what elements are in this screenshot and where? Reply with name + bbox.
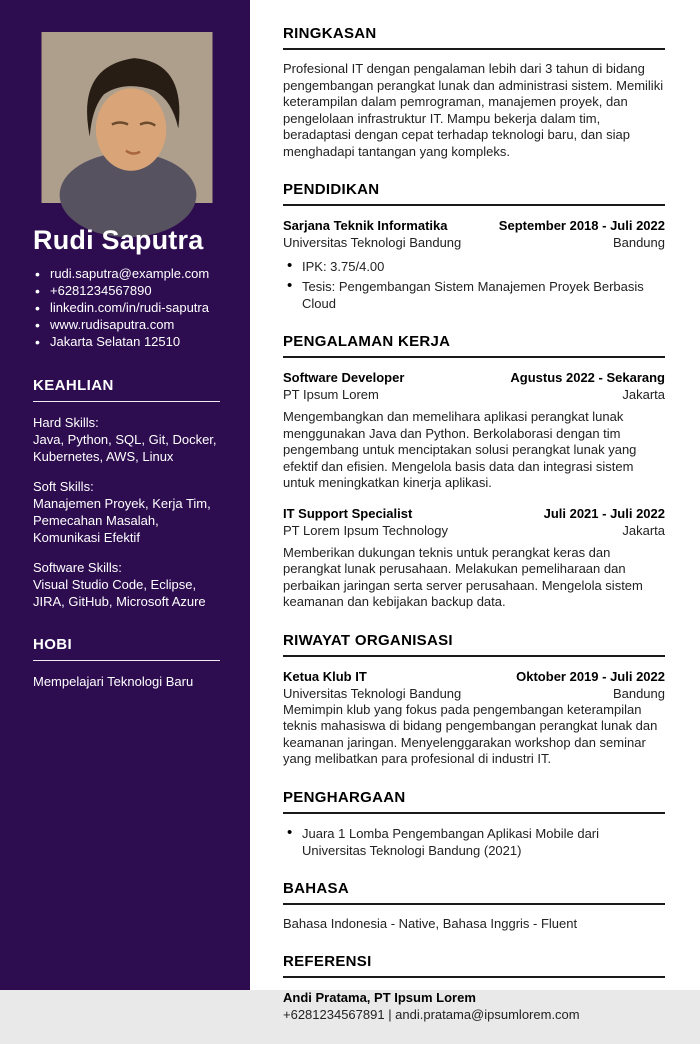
- education-gpa: • IPK: 3.75/4.00: [283, 258, 665, 275]
- org-sub-row: [283, 685, 665, 702]
- job1-company: PT Ipsum Lorem: [283, 387, 379, 402]
- job-entry-1: [283, 369, 665, 492]
- org-role: Ketua Klub IT: [283, 668, 367, 684]
- contact-list: [33, 266, 220, 351]
- contact-linkedin: • linkedin.com/in/rudi-saputra: [33, 300, 220, 317]
- job1-role: Software Developer: [283, 370, 405, 385]
- languages-heading: BAHASA: [283, 880, 665, 905]
- hard-skills-text: Java, Python, SQL, Git, Docker, Kubernetes, AWS, Linux: [33, 431, 217, 464]
- experience-heading: PENGALAMAN KERJA: [283, 333, 665, 358]
- education-title-row: [283, 217, 665, 234]
- summary-text: Profesional IT dengan pengalaman lebih dari 3 tahun di bidang pengembangan perangkat lunak dan administrasi sistem. Memiliki keterampilan dalam pemrograman, manajemen proyek, dan pengelolaan infrastruktur IT. Mampu bekerja dalam tim, beradaptasi dengan cepat terhadap teknologi baru, dan siap menghadapi tantangan yang kompleks.: [283, 61, 664, 159]
- summary-section: [283, 25, 665, 160]
- education-sub-row: [283, 234, 665, 251]
- job2-location: Jakarta: [622, 522, 665, 538]
- education-section: [283, 181, 665, 312]
- software-skills-group: [33, 559, 220, 610]
- hard-skills-group: [33, 414, 220, 465]
- education-bullets: [283, 258, 665, 312]
- reference-name: Andi Pratama, PT Ipsum Lorem: [283, 990, 476, 1005]
- job2-role: IT Support Specialist: [283, 505, 413, 521]
- person-name: Rudi Saputra: [33, 225, 204, 255]
- job2-dates: Juli 2021 - Juli 2022: [543, 505, 665, 521]
- references-section: [283, 953, 665, 1023]
- job1-title-row: [283, 369, 665, 386]
- soft-skills-group: [33, 478, 220, 546]
- contact-phone: • +6281234567890: [33, 283, 220, 300]
- hobby-section: [33, 636, 220, 690]
- job1-sub-row: [283, 386, 665, 403]
- org-location: Bandung: [612, 685, 665, 701]
- contact-website: • www.rudisaputra.com: [33, 317, 220, 334]
- organization-heading: RIWAYAT ORGANISASI: [283, 632, 665, 657]
- job1-description: Mengembangkan dan memelihara aplikasi perangkat lunak menggunakan Java dan Python. Berkolaborasi dengan tim pengembang untuk menciptakan solusi perangkat lunak yang efektif dan efisien. Mengelola basis data dan integrasi sistem untuk meningkatkan kinerja aplikasi.: [283, 409, 637, 490]
- soft-skills-text: Manajemen Proyek, Kerja Tim, Pemecahan Masalah, Komunikasi Efektif: [33, 495, 211, 545]
- education-thesis: • Tesis: Pengembangan Sistem Manajemen Proyek Berbasis Cloud: [283, 278, 665, 312]
- education-school: Universitas Teknologi Bandung: [283, 235, 462, 250]
- job-entry-2: [283, 505, 665, 611]
- awards-heading: PENGHARGAAN: [283, 789, 665, 814]
- contact-address: • Jakarta Selatan 12510: [33, 334, 220, 351]
- hobby-heading: HOBI: [33, 636, 220, 661]
- software-skills-label: Software Skills:: [33, 559, 122, 575]
- hobby-text: Mempelajari Teknologi Baru: [33, 673, 194, 689]
- job1-dates: Agustus 2022 - Sekarang: [510, 370, 665, 385]
- skills-heading: KEAHLIAN: [33, 377, 220, 402]
- references-heading: REFERENSI: [283, 953, 665, 978]
- education-heading: PENDIDIKAN: [283, 181, 665, 206]
- org-title-row: [283, 668, 665, 685]
- profile-photo: [41, 32, 213, 203]
- sidebar: [0, 0, 250, 990]
- award-item: • Juara 1 Lomba Pengembangan Aplikasi Mobile dari Universitas Teknologi Bandung (2021): [283, 825, 665, 859]
- awards-section: [283, 789, 665, 859]
- job2-title-row: [283, 505, 665, 522]
- education-degree: Sarjana Teknik Informatika: [283, 218, 448, 233]
- skills-section: [33, 377, 220, 610]
- org-dates: Oktober 2019 - Juli 2022: [516, 668, 665, 684]
- soft-skills-label: Soft Skills:: [33, 478, 94, 494]
- contact-email: • rudi.saputra@example.com: [33, 266, 220, 283]
- reference-name-row: [283, 989, 665, 1006]
- org-description: Memimpin klub yang fokus pada pengembangan keterampilan teknis mahasiswa di bidang pengembangan perangkat lunak dan keamanan jaringan. Menyelenggarakan workshop dan seminar yang melibatkan para profesional di industri IT.: [283, 701, 658, 766]
- org-name: Universitas Teknologi Bandung: [283, 685, 462, 701]
- job2-company: PT Lorem Ipsum Technology: [283, 522, 448, 538]
- organization-section: [283, 632, 665, 768]
- reference-contact: +6281234567891 | andi.pratama@ipsumlorem.com: [283, 1007, 580, 1022]
- hard-skills-label: Hard Skills:: [33, 414, 99, 430]
- reference-contact-row: [283, 1006, 665, 1023]
- education-dates: September 2018 - Juli 2022: [498, 218, 665, 233]
- job2-description: Memberikan dukungan teknis untuk perangkat keras dan perangkat lunak perusahaan. Melakukan pemeliharaan dan perbaikan jaringan serta server perusahaan. Mengelola sistem keamanan dan kebijakan backup data.: [283, 544, 643, 609]
- summary-heading: RINGKASAN: [283, 25, 665, 50]
- languages-section: [283, 880, 665, 933]
- awards-bullets: [283, 825, 665, 859]
- experience-section: [283, 333, 665, 611]
- job2-sub-row: [283, 522, 665, 539]
- profile-photo-illustration: [41, 32, 213, 203]
- main-column: [283, 25, 665, 1044]
- software-skills-text: Visual Studio Code, Eclipse, JIRA, GitHub, Microsoft Azure: [33, 576, 206, 609]
- education-location: Bandung: [612, 235, 665, 250]
- languages-text: Bahasa Indonesia - Native, Bahasa Inggris - Fluent: [283, 915, 578, 931]
- job1-location: Jakarta: [622, 387, 665, 402]
